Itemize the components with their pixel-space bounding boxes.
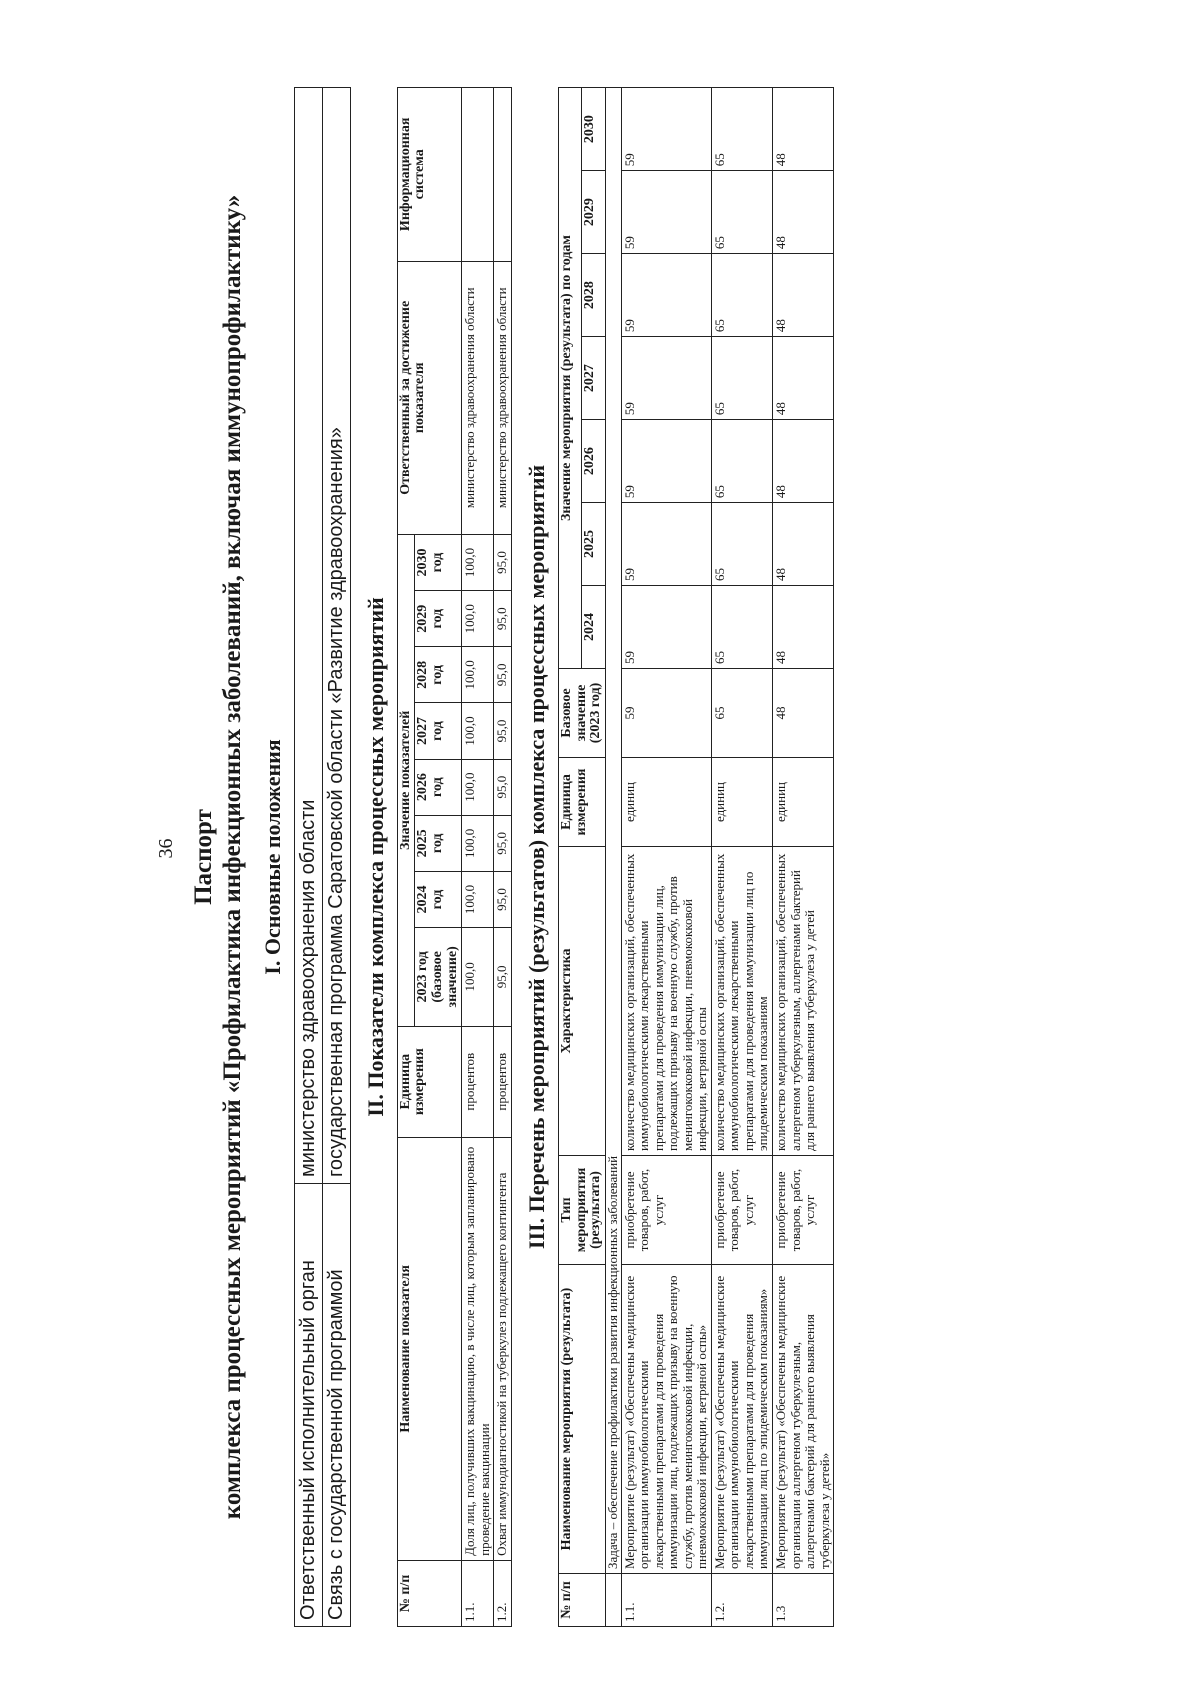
indicator-value: 100,0	[462, 534, 494, 590]
measures-table	[558, 87, 834, 1627]
provisions-value: государственная программа Саратовской области «Развитие здравоохранения»	[322, 88, 350, 1184]
document-title-line2: комплекса процессных мероприятий «Профилактика инфекционных заболеваний, включая иммунопрофилактику»	[218, 194, 246, 1520]
col-year: 2028	[582, 254, 606, 337]
measure-value: 59	[621, 88, 711, 171]
measure-value: 48	[772, 88, 833, 171]
main-provisions-table	[294, 87, 351, 1627]
measure-value: 48	[772, 586, 833, 669]
table-row	[711, 88, 772, 1627]
measure-value: 59	[621, 586, 711, 669]
indicator-value: 95,0	[494, 815, 512, 871]
col-unit: Единица измерения	[397, 1026, 462, 1137]
measure-unit: единиц	[711, 758, 772, 847]
measure-type: приобретение товаров, работ, услуг	[772, 1156, 833, 1265]
measure-name: Мероприятие (результат) «Обеспечены медицинские организации иммунобиологическими лекарственными препаратами для проведения иммунизации лиц, подлежащих призыву на военную службу, против менингококковой инфекции, пневмококковой инфекции, ветряной оспы»	[621, 1265, 711, 1574]
task-row	[605, 88, 621, 1627]
row-no: 1.2.	[494, 1560, 512, 1626]
row-no: 1.1.	[462, 1560, 494, 1626]
measure-value: 48	[772, 171, 833, 254]
indicator-value: 100,0	[462, 591, 494, 647]
provisions-label: Ответственный исполнительный орган	[294, 1184, 322, 1627]
measure-value: 65	[711, 337, 772, 420]
measure-value: 65	[711, 420, 772, 503]
measure-base: 48	[772, 669, 833, 758]
indicators-header-row	[397, 88, 415, 1627]
measure-name: Мероприятие (результат) «Обеспечены медицинские организации аллергеном туберкулезным, аллергенами бактерий для раннего выявления туберкулеза у детей»	[772, 1265, 833, 1574]
measure-characteristic: количество медицинских организаций, обеспеченных иммунобиологическими лекарственными препаратами для проведения иммунизации лиц, подлежащих призыву на военную службу, против менингококковой инфекции, пневмококковой инфекции, ветряной оспы	[621, 847, 711, 1156]
table-row	[462, 88, 494, 1627]
indicator-value: 95,0	[494, 703, 512, 759]
col-year: 2026 год	[415, 759, 462, 815]
page-number: 36	[155, 838, 177, 859]
col-info-system: Информационная система	[397, 88, 462, 262]
measure-unit: единиц	[621, 758, 711, 847]
table-row	[772, 88, 833, 1627]
measure-value: 59	[621, 503, 711, 586]
col-values-group: Значение показателей	[397, 534, 415, 1026]
col-year: 2024	[582, 586, 606, 669]
col-year: 2027 год	[415, 703, 462, 759]
col-indicator-name: Наименование показателя	[397, 1137, 462, 1560]
section1-heading: I. Основные положения	[259, 739, 285, 975]
measure-value: 65	[711, 503, 772, 586]
measure-value: 48	[772, 337, 833, 420]
measure-characteristic: количество медицинских организаций, обеспеченных иммунобиологическими лекарственными препаратами для проведения иммунизации лиц по эпидемическим показаниям	[711, 847, 772, 1156]
indicator-name: Охват иммунодиагностикой на туберкулез подлежащего контингента	[494, 1137, 512, 1560]
col-measure-name: Наименование мероприятия (результата)	[558, 1265, 605, 1574]
col-year: 2027	[582, 337, 606, 420]
measure-value: 48	[772, 503, 833, 586]
indicator-base: 100,0	[462, 928, 494, 1027]
indicator-unit: процентов	[494, 1026, 512, 1137]
col-responsible: Ответственный за достижение показателя	[397, 261, 462, 534]
col-base-year: 2023 год (базовое значение)	[415, 928, 462, 1027]
measure-value: 59	[621, 171, 711, 254]
indicator-info-system	[494, 88, 512, 262]
indicator-value: 100,0	[462, 871, 494, 927]
measure-value: 59	[621, 420, 711, 503]
indicator-responsible: министерство здравоохранения области	[494, 261, 512, 534]
task-spacer-cell	[605, 1574, 621, 1627]
col-year: 2024 год	[415, 871, 462, 927]
col-year: 2029 год	[415, 591, 462, 647]
indicator-name: Доля лиц, получивших вакцинацию, в числе лиц, которым запланировано проведение вакцинации	[462, 1137, 494, 1560]
indicators-table	[397, 87, 512, 1627]
page-content	[190, 87, 834, 1627]
measure-type: приобретение товаров, работ, услуг	[711, 1156, 772, 1265]
col-base-value: Базовое значение (2023 год)	[558, 669, 605, 758]
indicator-value: 95,0	[494, 759, 512, 815]
indicator-responsible: министерство здравоохранения области	[462, 261, 494, 534]
measure-value: 65	[711, 171, 772, 254]
col-year: 2025	[582, 503, 606, 586]
indicator-info-system	[462, 88, 494, 262]
col-year: 2030 год	[415, 534, 462, 590]
indicator-value: 100,0	[462, 703, 494, 759]
indicator-unit: процентов	[462, 1026, 494, 1137]
col-values-group: Значение мероприятия (результата) по годам	[558, 88, 582, 669]
task-text: Задача – обеспечение профилактики развития инфекционных заболеваний	[605, 88, 621, 1574]
provisions-row	[294, 88, 322, 1627]
section2-heading: II. Показатели комплекса процессных мероприятий	[362, 597, 388, 1117]
col-no: № п/п	[558, 1574, 605, 1627]
col-year: 2026	[582, 420, 606, 503]
indicator-value: 95,0	[494, 591, 512, 647]
measure-value: 48	[772, 420, 833, 503]
indicator-value: 95,0	[494, 647, 512, 703]
col-year: 2030	[582, 88, 606, 171]
measure-base: 65	[711, 669, 772, 758]
indicator-value: 95,0	[494, 871, 512, 927]
measure-unit: единиц	[772, 758, 833, 847]
indicator-value: 100,0	[462, 815, 494, 871]
col-year: 2028 год	[415, 647, 462, 703]
indicator-value: 100,0	[462, 759, 494, 815]
document-title-line1: Паспорт	[190, 809, 217, 905]
measure-characteristic: количество медицинских организаций, обеспеченных аллергеном туберкулезным, аллергенами бактерий для раннего выявления туберкулеза у детей	[772, 847, 833, 1156]
measure-value: 59	[621, 254, 711, 337]
measure-base: 59	[621, 669, 711, 758]
provisions-value: министерство здравоохранения области	[294, 88, 322, 1184]
measures-header-row	[558, 88, 582, 1627]
row-no: 1.2.	[711, 1574, 772, 1627]
measure-value: 48	[772, 254, 833, 337]
col-no: № п/п	[397, 1560, 462, 1626]
col-characteristic: Характеристика	[558, 847, 605, 1156]
table-row	[494, 88, 512, 1627]
indicator-value: 95,0	[494, 534, 512, 590]
col-measure-type: Тип мероприятия (результата)	[558, 1156, 605, 1265]
table-row	[621, 88, 711, 1627]
measure-value: 65	[711, 586, 772, 669]
col-year: 2025 год	[415, 815, 462, 871]
measure-value: 59	[621, 337, 711, 420]
row-no: 1.1.	[621, 1574, 711, 1627]
indicator-value: 100,0	[462, 647, 494, 703]
measure-value: 65	[711, 254, 772, 337]
measure-value: 65	[711, 88, 772, 171]
measure-name: Мероприятие (результат) «Обеспечены медицинские организации иммунобиологическими лекарственными препаратами для проведения иммунизации лиц по эпидемическим показаниям»	[711, 1265, 772, 1574]
col-year: 2029	[582, 171, 606, 254]
col-unit: Единица измерения	[558, 758, 605, 847]
indicator-base: 95,0	[494, 928, 512, 1027]
row-no: 1.3	[772, 1574, 833, 1627]
provisions-label: Связь с государственной программой	[322, 1184, 350, 1627]
measure-type: приобретение товаров, работ, услуг	[621, 1156, 711, 1265]
provisions-row	[322, 88, 350, 1627]
section3-heading: III. Перечень мероприятий (результатов) комплекса процессных мероприятий	[523, 464, 549, 1250]
